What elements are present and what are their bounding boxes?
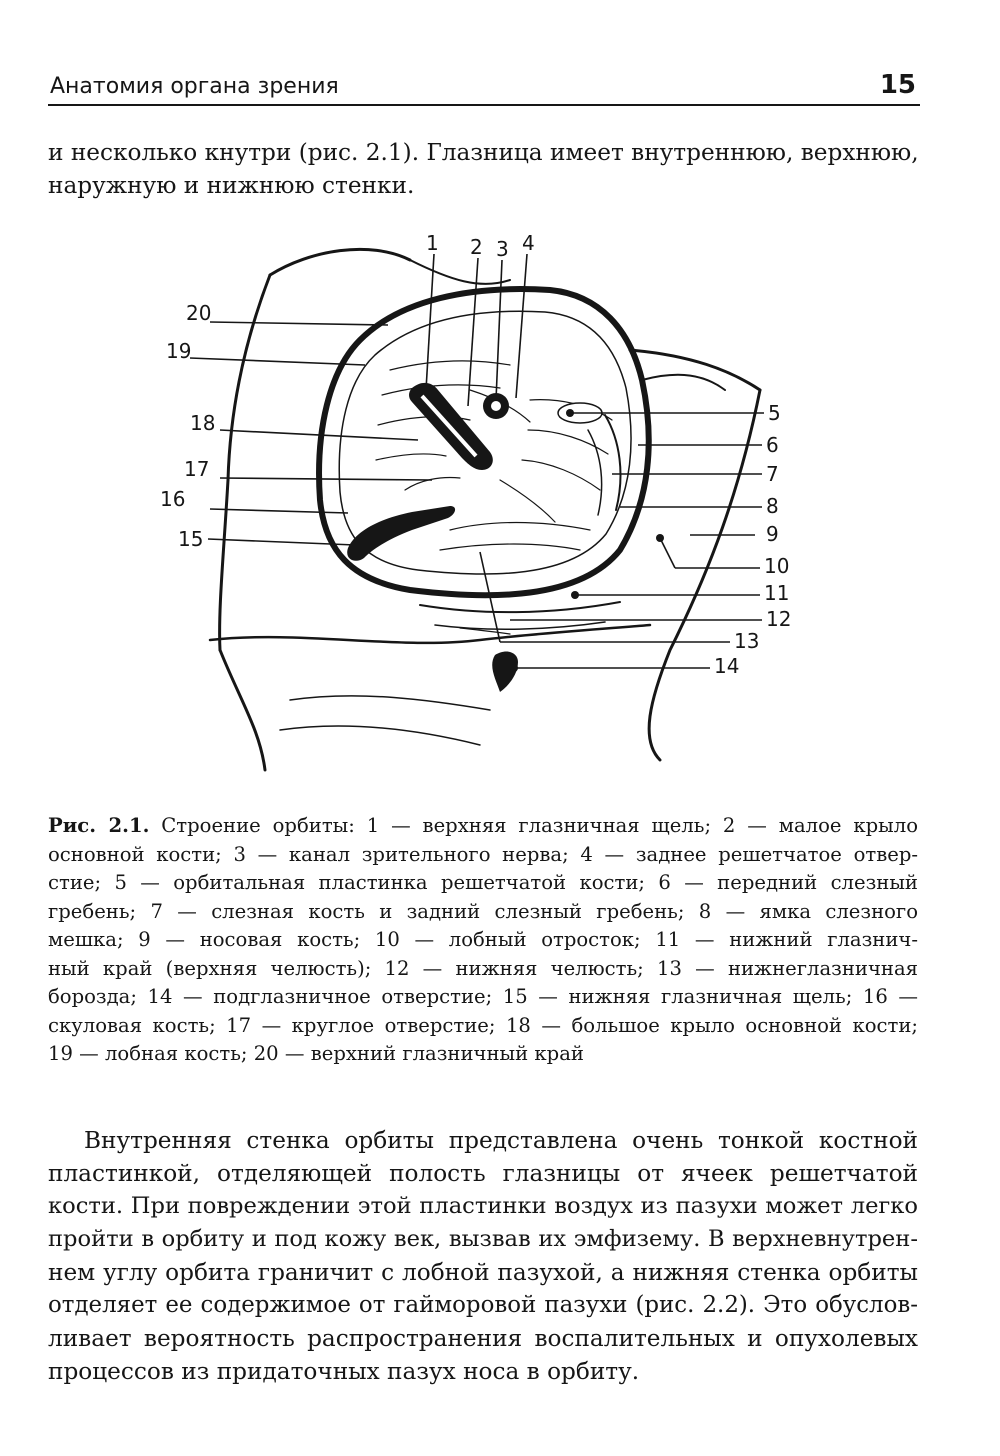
inferior-orbital-fissure [347, 506, 455, 561]
text-line: кости. При повреждении этой пластинки воздух из пазухи может легко [48, 1193, 918, 1219]
figure-label: 15 [178, 527, 204, 551]
nasal-contour [630, 350, 760, 390]
figure-label: 11 [764, 581, 790, 605]
text-line: процессов из придаточных пазух носа в орбиту. [48, 1358, 640, 1385]
figure-label: 9 [766, 522, 779, 546]
figure-label: 12 [766, 607, 792, 631]
text-line: отделяет ее содержимое от гайморовой пазухи (рис. 2.2). Это обуслов- [48, 1292, 918, 1318]
figure-label: 7 [766, 462, 779, 486]
figure-label: 16 [160, 487, 186, 511]
cheek-contour [210, 625, 650, 643]
text-line: ливает вероятность распространения воспалительных и опухолевых [48, 1325, 918, 1352]
leader-dots [510, 409, 664, 672]
caption-line: стие; 5 — орбитальная пластинка решетчатой кости; 6 — передний слезный [48, 871, 918, 894]
caption-text: Строение орбиты: 1 — верхняя глазничная щель; 2 — малое крыло [161, 814, 918, 837]
figure-label: 10 [764, 554, 790, 578]
caption-line: мешка; 9 — носовая кость; 10 — лобный отросток; 11 — нижний глазнич- [48, 928, 918, 951]
caption-line [48, 812, 918, 841]
figure-label: 17 [184, 457, 210, 481]
figure-label: 19 [166, 339, 192, 363]
text-line: наружную и нижнюю стенки. [48, 172, 415, 199]
figure-label: 5 [768, 401, 781, 425]
orbit-anatomy-figure [150, 230, 810, 790]
caption-line: основной кости; 3 — канал зрительного нерва; 4 — заднее решетчатое отвер- [48, 842, 918, 866]
figure-label: 1 [426, 231, 439, 255]
caption-line: скуловая кость; 17 — круглое отверстие; 18 — большое крыло основной кости; [48, 1013, 918, 1037]
skull-contour-top [270, 249, 410, 275]
text-line: пластинкой, отделяющей полость глазницы от ячеек решетчатой [48, 1160, 918, 1187]
page-number: 15 [879, 70, 916, 100]
skull-contour-lower-left [220, 650, 265, 770]
figure-label: 20 [186, 301, 212, 325]
intro-paragraph [48, 136, 918, 202]
caption-line: борозда; 14 — подглазничное отверстие; 15 — нижняя глазничная щель; 16 — [48, 985, 918, 1008]
skull-contour-left [220, 275, 270, 650]
text-line: Внутренняя стенка орбиты представлена очень тонкой костной [84, 1127, 918, 1154]
text-line: и несколько кнутри (рис. 2.1). Глазница имеет внутреннюю, верхнюю, [48, 139, 919, 166]
orbit-illustration [150, 230, 810, 790]
figure-label: 4 [522, 231, 535, 255]
figure-label: 18 [190, 411, 216, 435]
running-title: Анатомия органа зрения [50, 74, 339, 99]
caption-line: ный край (верхняя челюсть); 12 — нижняя челюсть; 13 — нижнеглазничная [48, 956, 918, 980]
figure-caption [48, 812, 918, 1069]
figure-label: 14 [714, 654, 740, 678]
caption-line: гребень; 7 — слезная кость и задний слезный гребень; 8 — ямка слезного [48, 899, 918, 923]
caption-lead: Рис. 2.1. [48, 814, 150, 837]
running-header [48, 70, 920, 106]
figure-label: 3 [496, 237, 509, 261]
text-line: пройти в орбиту и под кожу век, вызвав их эмфизему. В верхневнутрен- [48, 1226, 918, 1252]
text-line: нем углу орбита граничит с лобной пазухой, а нижняя стенка орбиты [48, 1259, 918, 1286]
caption-line: 19 — лобная кость; 20 — верхний глазничный край [48, 1042, 584, 1065]
figure-label: 13 [734, 629, 760, 653]
body-paragraph [48, 1124, 918, 1388]
figure-label: 2 [470, 235, 483, 259]
figure-label: 8 [766, 494, 779, 518]
figure-label: 6 [766, 433, 779, 457]
